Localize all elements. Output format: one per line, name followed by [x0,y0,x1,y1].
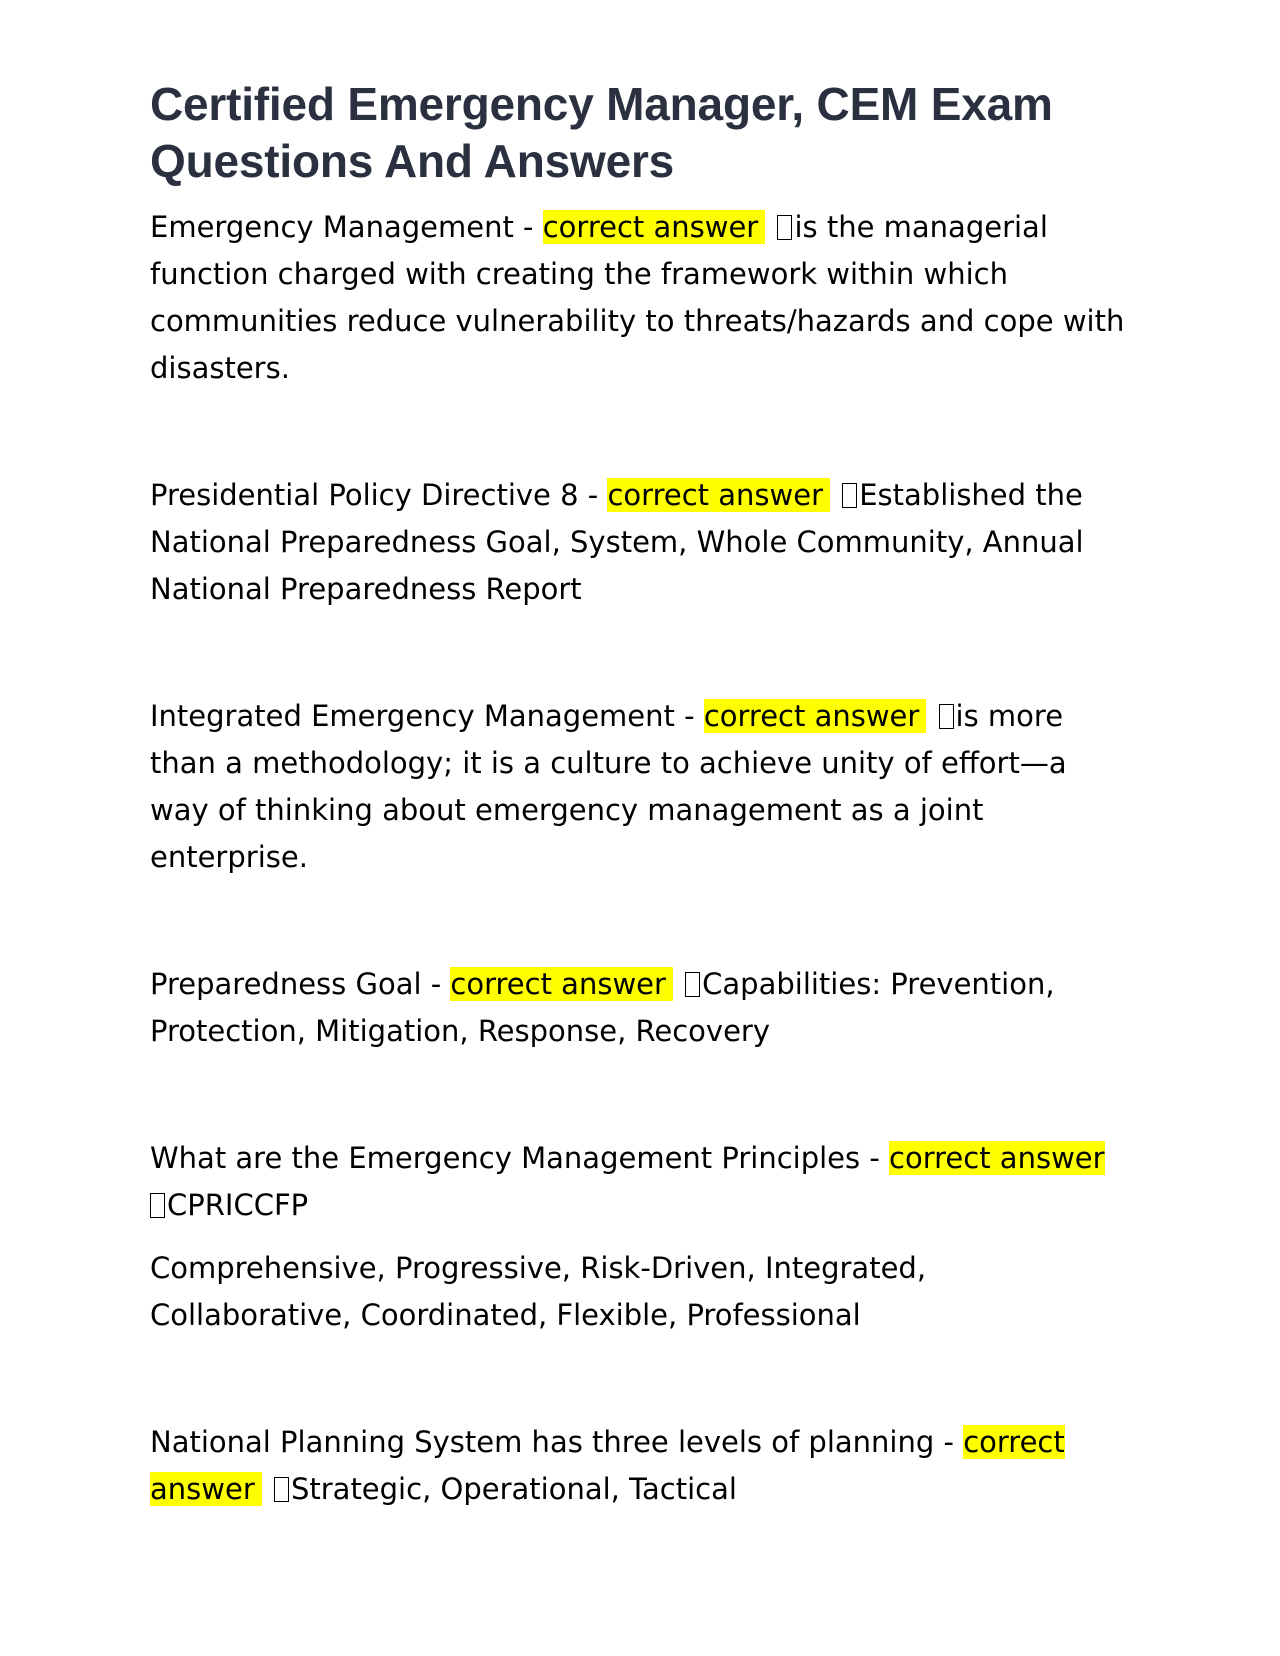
replacement-box-icon [685,972,700,997]
qa-answer: is the managerial function charged with creating the framework within which communities reduce vulnerability to threats/hazards and cope with disasters. [150,210,1125,385]
qa-term: Emergency Management - [150,210,543,244]
qa-term: National Planning System has three levels of planning - [150,1425,964,1459]
replacement-box-icon [274,1477,289,1502]
qa-entry-em-principles-continuation: Comprehensive, Progressive, Risk-Driven, Integrated, Collaborative, Coordinated, Flexible, Professional [150,1251,927,1332]
qa-entry-integrated-emergency-management [150,693,1130,881]
qa-answer: CPRICCFP [167,1188,309,1222]
replacement-box-icon [777,215,792,240]
qa-term: Integrated Emergency Management - [150,699,704,733]
correct-answer-highlight: correct answer [450,967,673,1001]
qa-term: Preparedness Goal - [150,967,451,1001]
replacement-box-icon [842,483,857,508]
qa-entry-emergency-management [150,204,1130,392]
correct-answer-highlight: correct answer [543,210,766,244]
replacement-box-icon [939,704,954,729]
correct-answer-highlight: correct answer [607,478,830,512]
correct-answer-highlight: correct answer [889,1141,1105,1175]
document-page [150,76,1130,1513]
qa-answer: is more than a methodology; it is a culture to achieve unity of effort—a way of thinking about emergency management as a joint enterprise. [150,699,1067,874]
qa-answer: Established the National Preparedness Goal, System, Whole Community, Annual National Preparedness Report [150,478,1084,606]
qa-term: Presidential Policy Directive 8 - [150,478,608,512]
qa-term: What are the Emergency Management Principles - [150,1141,890,1175]
correct-answer-highlight: correct answer [704,699,927,733]
document-title: Certified Emergency Manager, CEM Exam Questions And Answers [150,78,1053,187]
qa-entry-preparedness-goal [150,961,1130,1055]
qa-entry-national-planning-system [150,1419,1130,1513]
qa-answer: Strategic, Operational, Tactical [290,1472,737,1506]
correct-answer-highlight: correct answer [150,1425,1065,1506]
replacement-box-icon [150,1193,165,1218]
qa-entry-ppd8 [150,472,1130,613]
qa-answer: Capabilities: Prevention, Protection, Mitigation, Response, Recovery [150,967,1055,1048]
qa-entry-em-principles [150,1135,1130,1229]
